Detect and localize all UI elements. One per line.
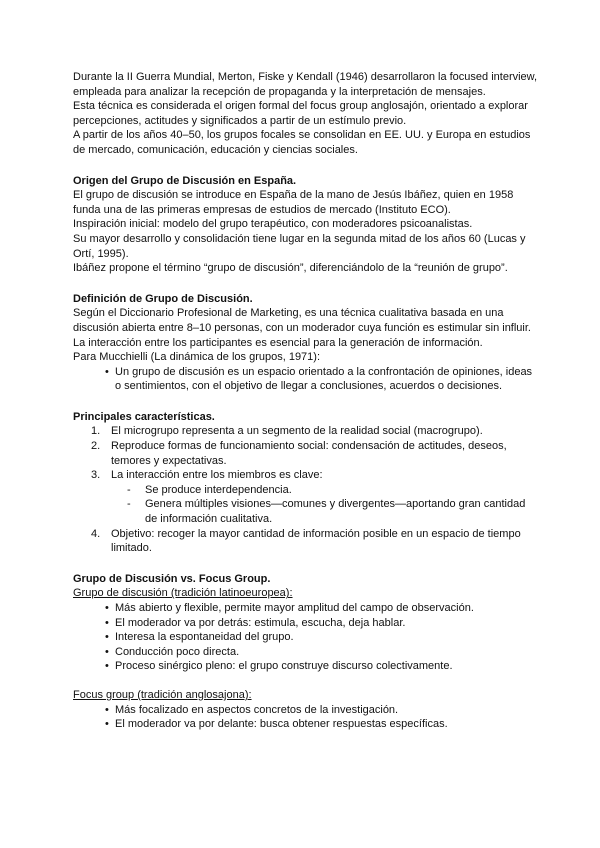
list-item <box>105 630 538 645</box>
bullet-icon: • <box>105 645 109 658</box>
bullet-text: Más focalizado en aspectos concretos de la investigación. <box>115 703 399 716</box>
definicion-paragraph-2: La interacción entre los participantes es esencial para la generación de información. <box>73 336 483 349</box>
bullet-icon: • <box>105 703 109 716</box>
caracteristicas-list <box>73 424 538 555</box>
bullet-text: Interesa la espontaneidad del grupo. <box>115 631 294 644</box>
list-item <box>105 717 538 732</box>
definicion-paragraph-1: Según el Diccionario Profesional de Marketing, es una técnica cualitativa basada en una discusión abierta entre 8–10 personas, con un moderador cuya función es estimular sin influir. <box>73 307 531 334</box>
definicion-bullet-text: Un grupo de discusión es un espacio orientado a la confrontación de opiniones, ideas o sentimientos, con el objetivo de llegar a conclusiones, acuerdos o decisiones. <box>115 365 533 393</box>
list-item <box>91 424 538 439</box>
definicion-paragraph-3: Para Mucchielli (La dinámica de los grupos, 1971): <box>73 351 321 364</box>
list-item-text: La interacción entre los miembros es clave: <box>111 469 323 482</box>
origen-paragraph-2: Inspiración inicial: modelo del grupo terapéutico, con moderadores psicoanalistas. <box>73 218 473 231</box>
bullet-icon: • <box>105 660 109 673</box>
list-number: 4. <box>91 527 101 540</box>
list-item-text: Objetivo: recoger la mayor cantidad de información posible en un espacio de tiempo limitado. <box>111 527 521 555</box>
vs-heading: Grupo de Discusión vs. Focus Group. <box>73 572 271 585</box>
list-item-text: El microgrupo representa a un segmento de la realidad social (macrogrupo). <box>111 425 483 438</box>
bullet-text: Conducción poco directa. <box>115 645 240 658</box>
bullet-icon: • <box>105 602 109 614</box>
intro-paragraph-1: Durante la II Guerra Mundial, Merton, Fiske y Kendall (1946) desarrollaron la focused interview, empleada para analizar la recepción de propaganda y la interpretación de mensajes. <box>73 71 538 98</box>
intro-paragraph-2: Esta técnica es considerada el origen formal del focus group anglosajón, orientado a explorar percepciones, actitudes y significados a partir de un estímulo previo. <box>73 100 528 127</box>
list-item <box>105 616 538 631</box>
list-item <box>105 645 538 660</box>
grupo-discusion-label: Grupo de discusión (tradición latinoeuropea): <box>73 587 293 600</box>
list-item <box>127 497 538 526</box>
definicion-heading: Definición de Grupo de Discusión. <box>73 292 253 305</box>
list-item <box>105 365 538 394</box>
list-item <box>91 468 538 483</box>
list-item <box>91 439 538 468</box>
grupo-discusion-list <box>73 601 538 674</box>
definicion-bullet-list <box>73 365 538 394</box>
list-item-text: Reproduce formas de funcionamiento social: condensación de actitudes, deseos, temores y expectativas. <box>111 440 507 467</box>
origen-heading: Origen del Grupo de Discusión en España. <box>73 174 297 187</box>
bullet-icon: • <box>105 365 109 378</box>
origen-paragraph-1: El grupo de discusión se introduce en España de la mano de Jesús Ibáñez, quien en 1958 funda una de las primeras empresas de estudios de mercado (Instituto ECO). <box>73 189 514 216</box>
bullet-icon: • <box>105 631 109 644</box>
list-number: 2. <box>91 440 101 453</box>
list-item <box>105 703 538 718</box>
bullet-text: Más abierto y flexible, permite mayor amplitud del campo de observación. <box>115 602 474 614</box>
intro-paragraph-3: A partir de los años 40–50, los grupos focales se consolidan en EE. UU. y Europa en estudios de mercado, comunicación, educación y ciencias sociales. <box>73 129 531 156</box>
list-item <box>105 659 538 674</box>
caracteristicas-sublist <box>91 483 538 527</box>
dash-icon: - <box>127 483 131 496</box>
list-item <box>91 527 538 556</box>
list-item <box>105 601 538 616</box>
bullet-icon: • <box>105 616 109 629</box>
bullet-text: Proceso sinérgico pleno: el grupo construye discurso colectivamente. <box>115 660 453 673</box>
caracteristicas-heading: Principales características. <box>73 410 215 423</box>
list-number: 1. <box>91 425 101 438</box>
list-number: 3. <box>91 469 101 482</box>
origen-paragraph-4: Ibáñez propone el término “grupo de discusión”, diferenciándolo de la “reunión de grupo”. <box>73 262 508 275</box>
list-item <box>127 483 538 498</box>
sublist-item-text: Genera múltiples visiones—comunes y divergentes—aportando gran cantidad de información cualitativa. <box>145 498 526 526</box>
origen-paragraph-3: Su mayor desarrollo y consolidación tiene lugar en la segunda mitad de los años 60 (Lucas y Ortí, 1995). <box>73 232 526 260</box>
bullet-icon: • <box>105 718 109 731</box>
focus-group-label: Focus group (tradición anglosajona): <box>73 688 252 701</box>
focus-group-list <box>73 703 538 732</box>
bullet-text: El moderador va por detrás: estimula, escucha, deja hablar. <box>115 616 406 629</box>
bullet-text: El moderador va por delante: busca obtener respuestas específicas. <box>115 718 448 731</box>
sublist-item-text: Se produce interdependencia. <box>145 483 292 496</box>
document-content <box>73 70 538 732</box>
dash-icon: - <box>127 498 131 511</box>
